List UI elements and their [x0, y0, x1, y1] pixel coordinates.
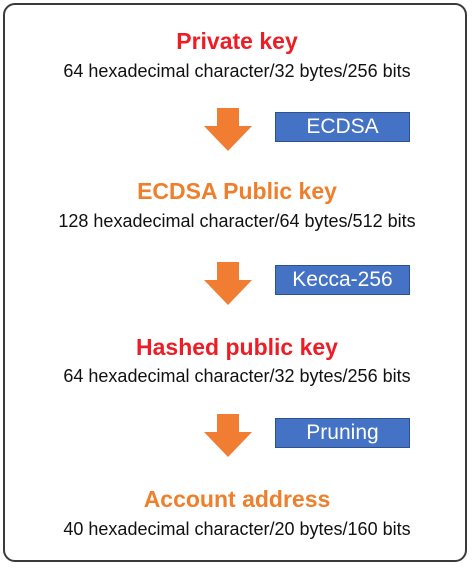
step-title-ecdsa-public-key: ECDSA Public key [137, 178, 337, 204]
transform-ecdsa: ECDSA [275, 112, 410, 142]
step-detail-private-key: 64 hexadecimal character/32 bytes/256 bits [63, 61, 411, 81]
step-title-private-key: Private key [176, 28, 298, 54]
step-detail-hashed-public-key: 64 hexadecimal character/32 bytes/256 bits [63, 366, 411, 386]
down-arrow-icon [203, 414, 253, 458]
step-title-account-address: Account address [143, 486, 331, 512]
step-title-hashed-public-key: Hashed public key [136, 334, 338, 360]
step-detail-account-address: 40 hexadecimal character/20 bytes/160 bits [63, 519, 411, 539]
down-arrow-shape [204, 262, 252, 305]
down-arrow-shape [204, 414, 252, 457]
down-arrow-shape [204, 108, 252, 151]
down-arrow-icon [203, 262, 253, 306]
step-detail-ecdsa-public-key: 128 hexadecimal character/64 bytes/512 bits [58, 211, 416, 231]
transform-kecca-256: Kecca-256 [275, 265, 410, 295]
down-arrow-icon [203, 108, 253, 152]
transform-pruning: Pruning [275, 418, 410, 448]
